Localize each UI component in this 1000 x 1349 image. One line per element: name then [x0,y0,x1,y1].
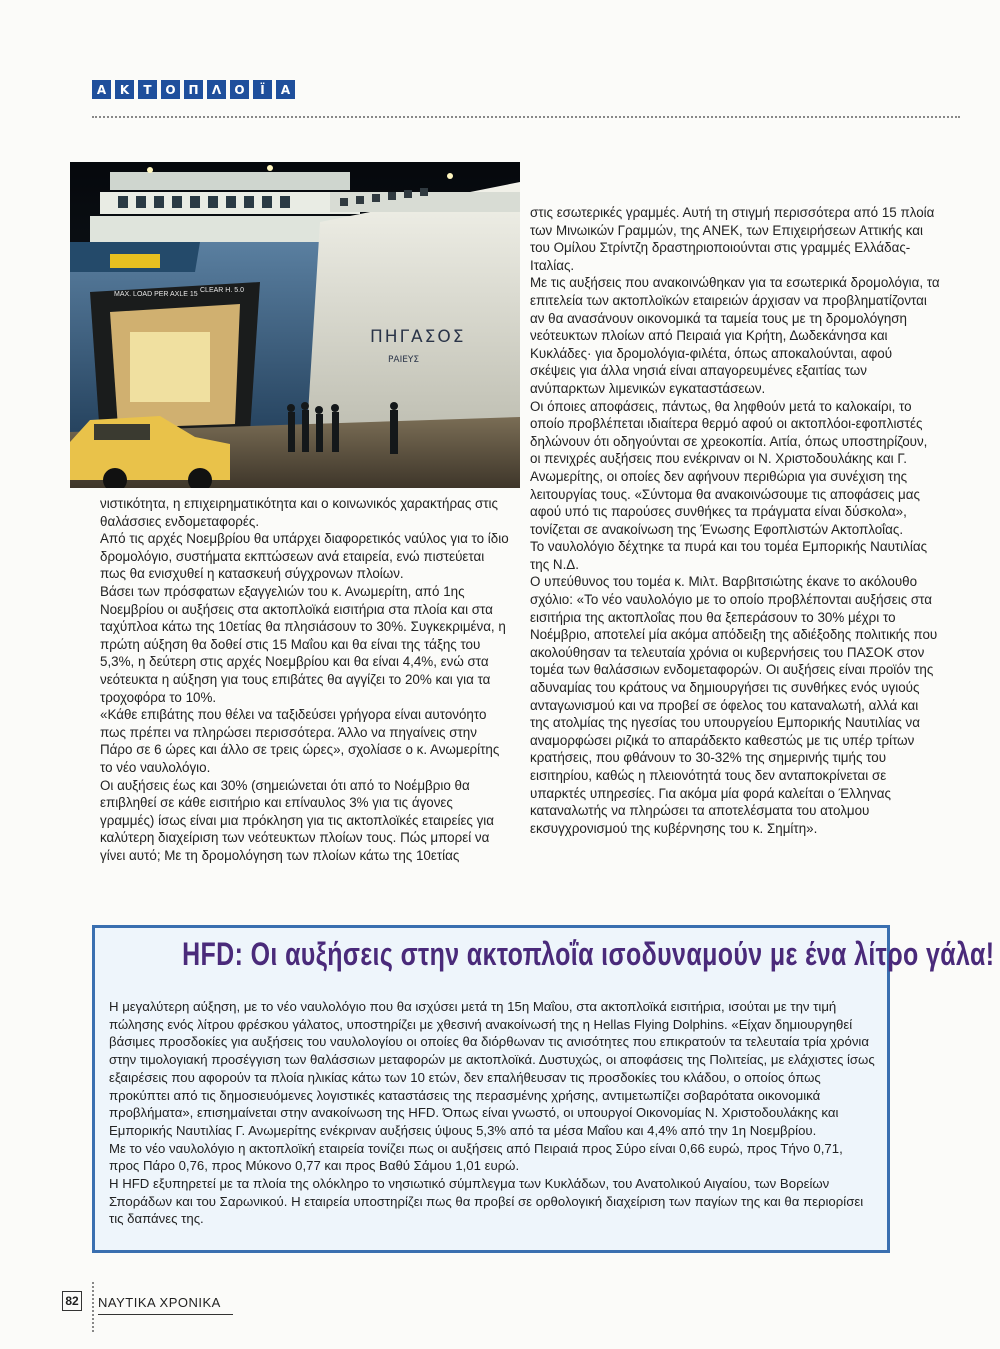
box-paragraph: Η HFD εξυπηρετεί με τα πλοία της ολόκληρο το νησιωτικό σύμπλεγμα των Κυκλάδων, του Ανατολικού Αιγαίου, των Βορείων Σποράδων και του Σαρωνικού. Η εταιρεία υποστηρίζει πως θα προβεί σε ορθολογική διαχείριση των παγίων της και θα περιορίσει τις δαπάνες της. [109,1176,864,1227]
article-paragraph: «Κάθε επιβάτης που θέλει να ταξιδεύσει γρήγορα είναι αυτονόητο πως πρέπει να πληρώσει περισσότερα. Άλλο να πηγαίνεις στην Πάρο σε 6 ώρες και άλλο σε τρεις ώρες», σχολίασε ο κ. Ανωμερίτης το νέο ναυλολόγιο. [100,707,500,775]
article-paragraph: Το ναυλολόγιο δέχτηκε τα πυρά και του τομέα Εμπορικής Ναυτιλίας της Ν.Δ. [530,539,928,572]
article-paragraph: νιστικότητα, η επιχειρηματικότητα και ο κοινωνικός χαρακτήρας στις θαλάσσιες ενδομεταφορές. [100,496,498,529]
section-letter: Α [92,80,111,99]
ship-name: ΠΗΓΑΣΟΣ [370,327,466,347]
sidebar-box-body [109,998,875,1228]
sidebar-box-hfd [92,925,995,1253]
publication-name: ΝΑΥΤΙΚΑ ΧΡΟΝΙΚΑ [98,1295,221,1310]
ferry-port-photo [70,162,520,488]
article-paragraph: Με τις αυξήσεις που ανακοινώθηκαν για τα εσωτερικά δρομολόγια, τα επιτελεία των ακτοπλοϊκών εταιρειών άρχισαν να προβληματίζονται αν θα ανασάνουν οικονομικά τα ταμεία τους με τη δρομολόγηση νεότευκτων πλοίων από Πειραιά για Κρήτη, Δωδεκάνησα και Κυκλάδες· για δρομολόγια-φιλέτα, όπως αποκαλούνται, αφού σκέψεις για άλλα νησιά είναι απαγορευμένες εξαιτίας των ανύπαρκτων λιμενικών εγκαταστάσεων. [530,275,940,396]
ship-port: ΡΑΙΕΥΣ [388,355,420,365]
sidebar-box-title: HFD: Οι αυξήσεις στην ακτοπλοΐα ισοδυναμούν με ένα λίτρο γάλα! [182,936,995,972]
footer-divider [92,1282,94,1332]
article-paragraph: στις εσωτερικές γραμμές. Αυτή τη στιγμή περισσότερα από 15 πλοία των Μινωικών Γραμμών, της ΑΝΕΚ, των Επιχειρήσεων Αττικής και του Ομίλου Στρίντζη δραστηριοποιούνται στις γραμμές Ελλάδας-Ιταλίας. [530,205,935,273]
section-letter: Π [184,80,203,99]
ramp-sign-load: MAX. LOAD PER AXLE 15 [114,291,198,298]
section-letter: Ο [161,80,180,99]
article-paragraph: Οι όποιες αποφάσεις, πάντως, θα ληφθούν μετά το καλοκαίρι, το οποίο προβλέπεται ιδιαίτερα θερμό αφού οι ακτοπλόοι-εφοπλιστές δηλώνουν ότι οδηγούνται σε χρεοκοπία. Αιτία, όπως υποστηρίζουν, οι πενιχρές αυξήσεις που ενέκριναν οι Ν. Χριστοδουλάκης και Γ. Ανωμερίτης, οι οποίες δεν αφήνουν περιθώρια για συνέχιση της λειτουργίας τους. «Σύντομα θα ανακοινώσουμε τις αποφάσεις μας αφού υπό τις παρούσες συνθήκες τα πράγματα είναι δύσκολα», τονίζεται σε ανακοίνωση της Ένωσης Εφοπλιστών Ακτοπλοΐας. [530,398,928,537]
section-label [92,80,295,99]
article-right-column [530,204,940,837]
publication-underline [98,1314,233,1315]
section-letter: Τ [138,80,157,99]
article-paragraph: Οι αυξήσεις έως και 30% (σημειώνεται ότι από το Νοέμβριο θα επιβληθεί σε κάθε εισιτήριο και επίναυλος 3% για τις άγονες γραμμές) ίσως είναι μια πρόκληση για τις ακτοπλοϊκές εταιρείες για καλύτερη διαχείριση των νεότευκτων πλοίων τους. Πώς μπορεί να γίνει αυτό; Με τη δρομολόγηση των πλοίων κάτω της 10ετίας [100,777,495,863]
section-letter: Κ [115,80,134,99]
section-letter: Λ [207,80,226,99]
section-letter: Α [276,80,295,99]
article-paragraph: Βάσει των πρόσφατων εξαγγελιών του κ. Ανωμερίτη, από 1ης Νοεμβρίου οι αυξήσεις στα ακτοπλοϊκά εισιτήρια στα πλοία και στα ταχύπλοα κάτω της 10ετίας θα πλησιάσουν το 30%. Συγκεκριμένα, η πρώτη αύξηση θα δοθεί στις 15 Μαΐου και θα είναι της τάξης του 5,3%, η δεύτερη στις αρχές Νοεμβρίου και θα είναι 4,4%, ενώ στα νεότευκτα η αύξηση για τους επιβάτες θα αγγίζει το 20% και για τα τροχοφόρα το 10%. [100,583,506,705]
box-paragraph: Με το νέο ναυλολόγιο η ακτοπλοϊκή εταιρεία τονίζει πως οι αυξήσεις από Πειραιά προς Σύρο είναι 0,66 ευρώ, προς Τήνο 0,71, προς Πάρο 0,76, προς Μύκονο 0,77 και προς Βαθύ Σάμου 1,01 ευρώ. [109,1140,843,1174]
article-left-column [100,495,510,864]
box-paragraph: Η μεγαλύτερη αύξηση, με το νέο ναυλολόγιο που θα ισχύσει μετά τη 15η Μαΐου, στα ακτοπλοϊκά εισιτήρια, ισούται με την τιμή πώλησης ενός λίτρου φρέσκου γάλατος, υποστηρίζει με χθεσινή ανακοίνωσή της η Hellas Flying Dolphins. «Είχαν δημιουργηθεί βάσιμες προσδοκίες για αυξήσεις του ναυλολογίου οι οποίες θα διόρθωναν τις ανισότητες που επικρατούν τα τελευταία τρία χρόνια στην τιμολογιακή προσέγγιση των θαλάσσιων μεταφορών με ακτοπλοϊκά. Δυστυχώς, οι αποφάσεις της Πολιτείας, με ελάχιστες ίσως εξαιρέσεις που αφορούν τα πλοία ηλικίας κάτω των 10 ετών, δεν επαλήθευσαν τις προσδοκίες του κλάδου, ο οποίος όπως προκύπτει από τις δημοσιευόμενες λογιστικές καταστάσεις της περασμένης χρήσης, αντιμετωπίζει σοβαρότατα οικονομικά προβλήματα», επισημαίνεται στην ανακοίνωση της HFD. Όπως είναι γνωστό, οι υπουργοί Οικονομίας Ν. Χριστοδουλάκης και Εμπορικής Ναυτιλίας Γ. Ανωμερίτης ενέκριναν αυξήσεις ύψους 5,3% από τα μέσα Μαΐου και 4,4% από την 1η Νοεμβρίου. [109,999,875,1138]
ramp-sign-clear: CLEAR H. 5.0 [200,287,244,294]
article-paragraph: Ο υπεύθυνος του τομέα κ. Μιλτ. Βαρβιτσιώτης έκανε το ακόλουθο σχόλιο: «Το νέο ναυλολόγιο με το οποίο προβλέπονται αυξήσεις στα εισιτήρια της ακτοπλοΐας που θα ξεπεράσουν το 30% μέχρι το Νοέμβριο, αποτελεί μία ακόμα απόδειξη της αδιέξοδης πολιτικής που ακολούθησαν τα τελευταία χρόνια οι κυβερνήσεις του ΠΑΣΟΚ στον τομέα των θαλάσσιων ενδομεταφορών. Οι αυξήσεις είναι προϊόν της αδυναμίας του κράτους να δημιουργήσει τις συνθήκες ενός υγιούς ανταγωνισμού και να προβεί σε όφελος του καταναλωτή, αλλά και της ατολμίας της ηγεσίας του υπουργείου Εμπορικής Ναυτιλίας να αναμορφώσει ριζικά το απαράδεκτο καθεστώς με τις υπέρ τρίτων κρατήσεις, που φθάνουν το 30-32% της σημερινής τιμής του εισιτηρίου, καθώς η πλειονότητά τους δεν ανταποκρίνεται σε υπαρκτές υπηρεσίες. Για ακόμα μία φορά καλείται ο Έλληνας καταναλωτής να πληρώσει τα αποτελέσματα του ατολμου εκσυγχρονισμού της κυβέρνησης του κ. Σημίτη». [530,574,938,836]
section-letter: Ο [230,80,249,99]
header-divider [92,116,960,118]
page-number: 82 [62,1291,82,1311]
ferry-illustration [70,162,520,488]
article-paragraph: Από τις αρχές Νοεμβρίου θα υπάρχει διαφορετικός ναύλος για το ίδιο δρομολόγιο, συστήματα εκπτώσεων ανά εταιρεία, ενώ πιστεύεται πως θα ενισχυθεί η κατασκευή σύγχρονων πλοίων. [100,531,509,582]
section-letter: Ϊ [253,80,272,99]
